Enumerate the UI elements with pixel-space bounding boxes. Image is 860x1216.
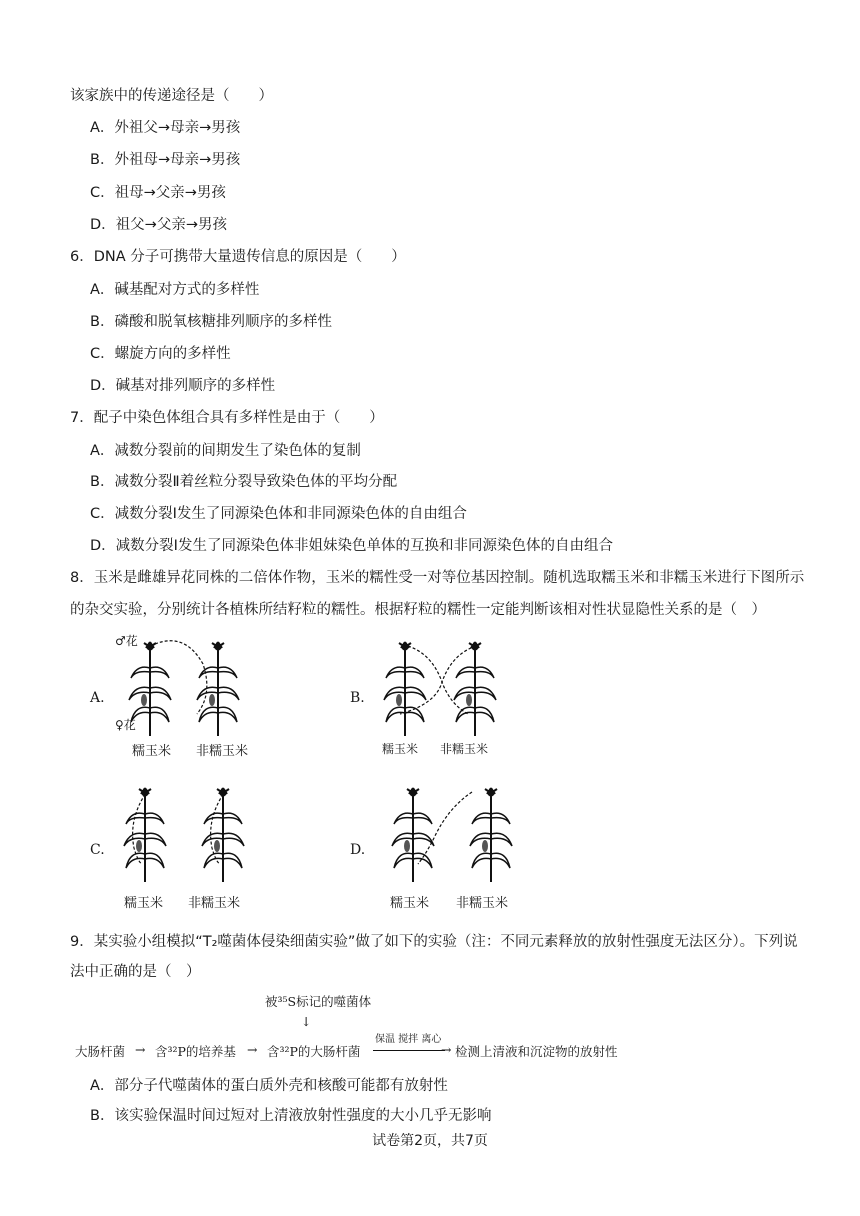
figure-d — [350, 776, 550, 916]
q7-option-a: A．减数分裂前的间期发生了染色体的复制 — [90, 443, 361, 459]
figure-c-left-label: 糯玉米 — [124, 896, 164, 911]
figure-c-right-label: 非糯玉米 — [188, 896, 241, 911]
q5-option-b: B．外祖母→母亲→男孩 — [90, 152, 241, 168]
q5-stem-tail: 该家族中的传递途径是（ ） — [70, 88, 273, 104]
figure-a-right-label: 非糯玉米 — [196, 744, 249, 759]
q5-option-c: C．祖母→父亲→男孩 — [90, 185, 226, 201]
figure-c — [90, 776, 290, 916]
figure-d-letter: D. — [350, 842, 366, 858]
labeled-phage-label: 被³⁵S标记的噬菌体 — [265, 994, 372, 1009]
q9-stem-line1: 9．某实验小组模拟“T₂噬菌体侵染细菌实验”做了如下的实验（注：不同元素释放的放射性强度无法区分）。下列说 — [70, 934, 798, 950]
experiment-flow-diagram — [75, 990, 655, 1065]
q5-option-a: A．外祖父→母亲→男孩 — [90, 120, 241, 136]
q6-option-d: D．碱基对排列顺序的多样性 — [90, 378, 276, 394]
flow-arrow-2: → — [247, 1042, 258, 1057]
figure-a — [90, 632, 290, 762]
p32-ecoli-label: 含³²P的大肠杆菌 — [267, 1044, 361, 1059]
process-arrow-head: → — [441, 1042, 452, 1057]
figure-d-left-label: 糯玉米 — [390, 896, 430, 911]
flow-arrow-1: → — [135, 1042, 146, 1057]
figure-b-letter: B. — [350, 690, 365, 706]
q5-option-d: D．祖父→父亲→男孩 — [90, 217, 227, 233]
page-footer: 试卷第2页，共7页 — [372, 1133, 488, 1149]
q6-option-c: C．螺旋方向的多样性 — [90, 346, 231, 362]
down-arrow: ↓ — [301, 1014, 312, 1029]
figure-a-left-label: 糯玉米 — [132, 744, 172, 759]
figure-a-letter: A. — [90, 690, 105, 706]
q6-stem: 6．DNA 分子可携带大量遗传信息的原因是（ ） — [70, 249, 406, 265]
process-label: 保温 搅拌 离心 — [375, 1034, 442, 1045]
p32-medium-label: 含³²P的培养基 — [155, 1044, 236, 1059]
male-flower-label: ♂花 — [115, 634, 138, 648]
figure-c-letter: C. — [90, 842, 105, 858]
figure-b-right-label: 非糯玉米 — [440, 742, 489, 756]
q7-stem: 7．配子中染色体组合具有多样性是由于（ ） — [70, 410, 384, 426]
corn-plants-b — [380, 634, 520, 740]
corn-plants-d — [388, 778, 538, 890]
figure-b-left-label: 糯玉米 — [382, 742, 419, 756]
corn-plants-a — [125, 634, 265, 740]
corn-plants-c — [120, 778, 270, 890]
q9-stem-line2: 法中正确的是（ ） — [70, 964, 201, 980]
q7-option-b: B．减数分裂Ⅱ着丝粒分裂导致染色体的平均分配 — [90, 474, 398, 490]
figure-b — [350, 632, 550, 762]
q6-option-b: B．磷酸和脱氧核糖排列顺序的多样性 — [90, 314, 332, 330]
detect-label: 检测上清液和沉淀物的放射性 — [455, 1044, 618, 1059]
q6-option-a: A．碱基配对方式的多样性 — [90, 282, 260, 298]
ecoli-label: 大肠杆菌 — [75, 1044, 126, 1059]
q7-option-d: D．减数分裂Ⅰ发生了同源染色体非姐妹染色单体的互换和非同源染色体的自由组合 — [90, 538, 613, 554]
q8-stem-line2: 的杂交实验，分别统计各植株所结籽粒的糯性。根据籽粒的糯性一定能判断该相对性状显隐性关系的是（ ） — [70, 602, 766, 618]
figure-d-right-label: 非糯玉米 — [456, 896, 509, 911]
q9-option-a: A．部分子代噬菌体的蛋白质外壳和核酸可能都有放射性 — [90, 1078, 448, 1094]
q9-option-b: B．该实验保温时间过短对上清液放射性强度的大小几乎无影响 — [90, 1108, 492, 1124]
process-arrow-line — [373, 1050, 445, 1051]
q8-stem-line1: 8．玉米是雌雄异花同株的二倍体作物，玉米的糯性受一对等位基因控制。随机选取糯玉米和非糯玉米进行下图所示 — [70, 570, 805, 586]
q7-option-c: C．减数分裂Ⅰ发生了同源染色体和非同源染色体的自由组合 — [90, 506, 467, 522]
female-flower-label: ♀花 — [115, 718, 136, 732]
